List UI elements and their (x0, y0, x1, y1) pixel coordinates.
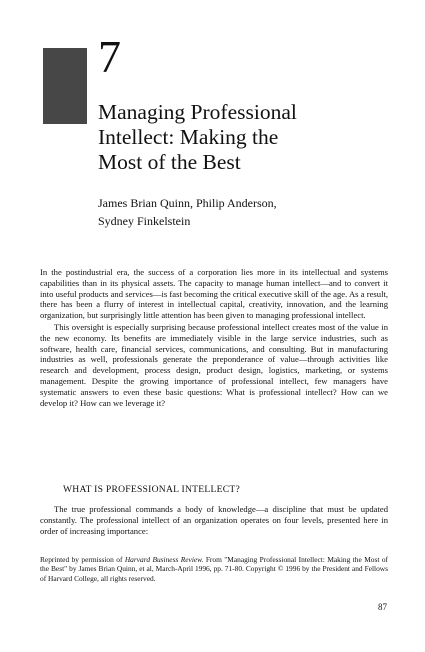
paragraph-text: In the postindustrial era, the success of a corporation lies more in its intellectual and systems capabilities than in its physical assets. The capacity to manage human intellect—and to convert it into useful products and services—is fast becoming the critical executive skill of the age. As a result, there has been a flurry of interest in intellectual capital, creativity, innovation, and the learning organization, but surprisingly little attention has been given to managing professional intellect. (40, 267, 388, 321)
chapter-number: 7 (98, 31, 121, 82)
authors-line: James Brian Quinn, Philip Anderson, (98, 196, 277, 210)
chapter-number-block-graphic (43, 48, 87, 124)
chapter-authors (98, 194, 388, 230)
body-paragraph-1 (40, 267, 388, 321)
body-paragraph-2 (40, 322, 388, 408)
page-number: 87 (378, 602, 387, 612)
chapter-title-line: Managing Professional (98, 100, 297, 124)
footnote-rest: From "Managing Professional Intellect: Making the Most of the Best" by James Brian Quinn, et al, March-April 1996, pp. 71-80. Copyright © 1996 by the President and Fellows of Harvard College, all rights reserved. (40, 555, 388, 583)
chapter-title-line: Intellect: Making the (98, 125, 279, 149)
reprint-footnote (40, 555, 388, 583)
chapter-title (98, 100, 388, 175)
footnote-prefix: Reprinted by permission of (40, 555, 125, 564)
footnote-publication: Harvard Business Review. (124, 555, 204, 564)
authors-line: Sydney Finkelstein (98, 214, 191, 228)
paragraph-text: The true professional commands a body of knowledge—a discipline that must be updated constantly. The professional intellect of an organization operates on four levels, presented here in order of increasing importance: (40, 504, 388, 536)
body-paragraph-3 (40, 504, 388, 536)
section-heading: WHAT IS PROFESSIONAL INTELLECT? (63, 484, 240, 495)
chapter-title-line: Most of the Best (98, 150, 241, 174)
paragraph-text: This oversight is especially surprising because professional intellect creates most of the value in the new economy. Its benefits are immediately visible in the large service industries, such as software, health care, financial services, communications, and consulting. But in manufacturing industries as well, professionals generate the preponderance of value—through activities like research and development, process design, product design, logistics, marketing, or systems management. Despite the growing importance of professional intellect, few managers have systematic answers to even these basic questions: What is professional intellect? How can we develop it? How can we leverage it? (40, 322, 388, 408)
